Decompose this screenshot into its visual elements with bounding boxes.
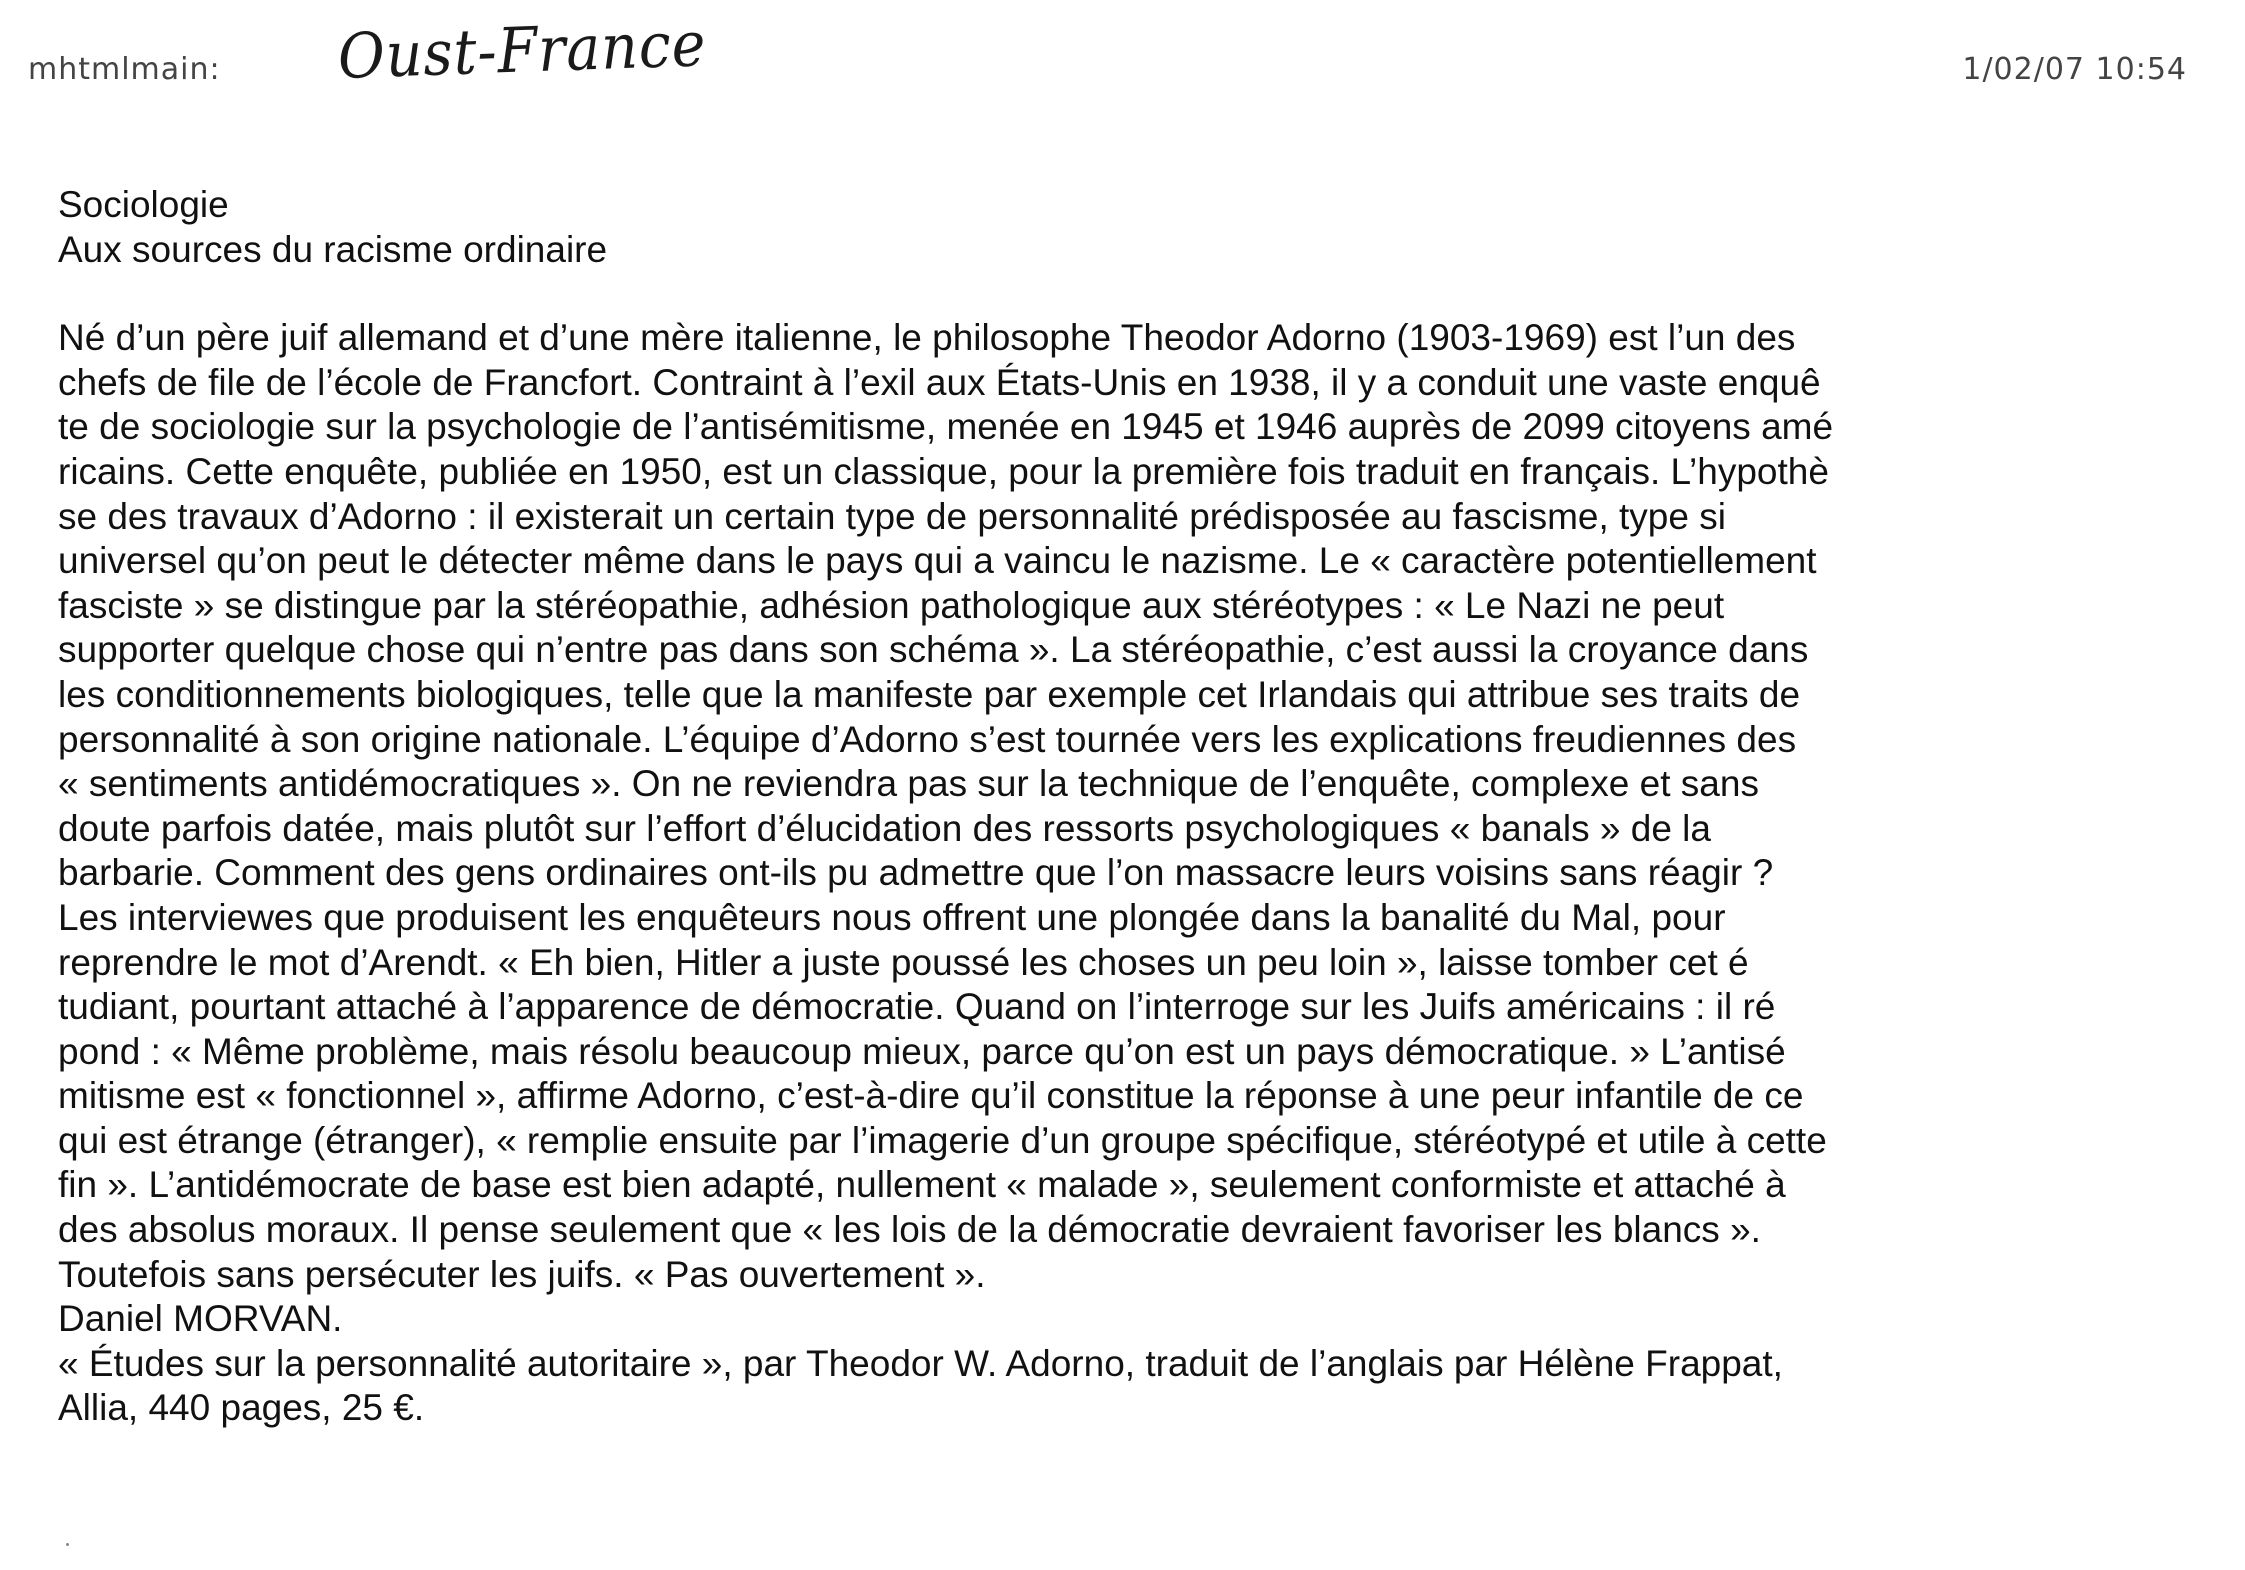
header-datetime: 1/02/07 10:54 [1962,52,2187,87]
article-line: des absolus moraux. Il pense seulement que « les lois de la démocratie devraient favoriser les blancs ». [58,1209,1761,1251]
article-line: supporter quelque chose qui n’entre pas dans son schéma ». La stéréopathie, c’est aussi la croyance dans [58,629,1809,671]
scan-speck [66,1543,69,1546]
article-line: « sentiments antidémocratiques ». On ne reviendra pas sur la technique de l’enquête, complexe et sans [58,763,1759,805]
header-source-label: mhtmlmain: [28,52,221,87]
article-line: barbarie. Comment des gens ordinaires ont-ils pu admettre que l’on massacre leurs voisins sans réagir ? [58,852,1774,894]
article-line: se des travaux d’Adorno : il existerait un certain type de personnalité prédisposée au fascisme, type si [58,495,1726,537]
article-line: pond : « Même problème, mais résolu beaucoup mieux, parce qu’on est un pays démocratique. » L’antisé [58,1030,1786,1072]
article-body [58,316,2178,1431]
article-line: les conditionnements biologiques, telle que la manifeste par exemple cet Irlandais qui attribue ses traits de [58,673,1801,715]
article-line: ricains. Cette enquête, publiée en 1950, est un classique, pour la première fois traduit en français. L’hypothè [58,450,1829,492]
article-line: Daniel MORVAN. [58,1298,343,1340]
spacer [58,272,2178,316]
article-line: reprendre le mot d’Arendt. « Eh bien, Hitler a juste poussé les choses un peu loin », laisse tomber cet é [58,941,1749,983]
article-line: universel qu’on peut le détecter même dans le pays qui a vaincu le nazisme. Le « caractère potentiellement [58,540,1817,582]
article-headline: Aux sources du racisme ordinaire [58,228,608,270]
article-section: Sociologie [58,184,229,225]
article-line: fin ». L’antidémocrate de base est bien adapté, nullement « malade », seulement conformiste et attaché à [58,1164,1786,1206]
article-line: Allia, 440 pages, 25 €. [58,1387,425,1429]
article [58,183,2178,1431]
article-line: Né d’un père juif allemand et d’une mère italienne, le philosophe Theodor Adorno (1903-1969) est l’un des [58,317,1796,359]
handwritten-note: Oust-France [336,7,708,93]
article-line: Toutefois sans persécuter les juifs. « Pas ouvertement ». [58,1253,986,1295]
article-line: chefs de file de l’école de Francfort. Contraint à l’exil aux États-Unis en 1938, il y a conduit une vaste enquê [58,361,1821,403]
article-line: Les interviewes que produisent les enquêteurs nous offrent une plongée dans la banalité du Mal, pour [58,896,1726,938]
article-line: personnalité à son origine nationale. L’équipe d’Adorno s’est tournée vers les explications freudiennes des [58,718,1797,760]
article-line: tudiant, pourtant attaché à l’apparence de démocratie. Quand on l’interroge sur les Juifs américains : il ré [58,986,1776,1028]
article-line: doute parfois datée, mais plutôt sur l’effort d’élucidation des ressorts psychologiques « banals » de la [58,807,1711,849]
article-line: te de sociologie sur la psychologie de l’antisémitisme, menée en 1945 et 1946 auprès de 2099 citoyens amé [58,406,1834,448]
article-line: mitisme est « fonctionnel », affirme Adorno, c’est-à-dire qu’il constitue la réponse à une peur infantile de ce [58,1075,1804,1117]
article-line: « Études sur la personnalité autoritaire », par Theodor W. Adorno, traduit de l’anglais par Hélène Frappat, [58,1342,1783,1384]
article-line: qui est étrange (étranger), « remplie ensuite par l’imagerie d’un groupe spécifique, stéréotypé et utile à cette [58,1119,1827,1161]
article-line: fasciste » se distingue par la stéréopathie, adhésion pathologique aux stéréotypes : « Le Nazi ne peut [58,584,1725,626]
